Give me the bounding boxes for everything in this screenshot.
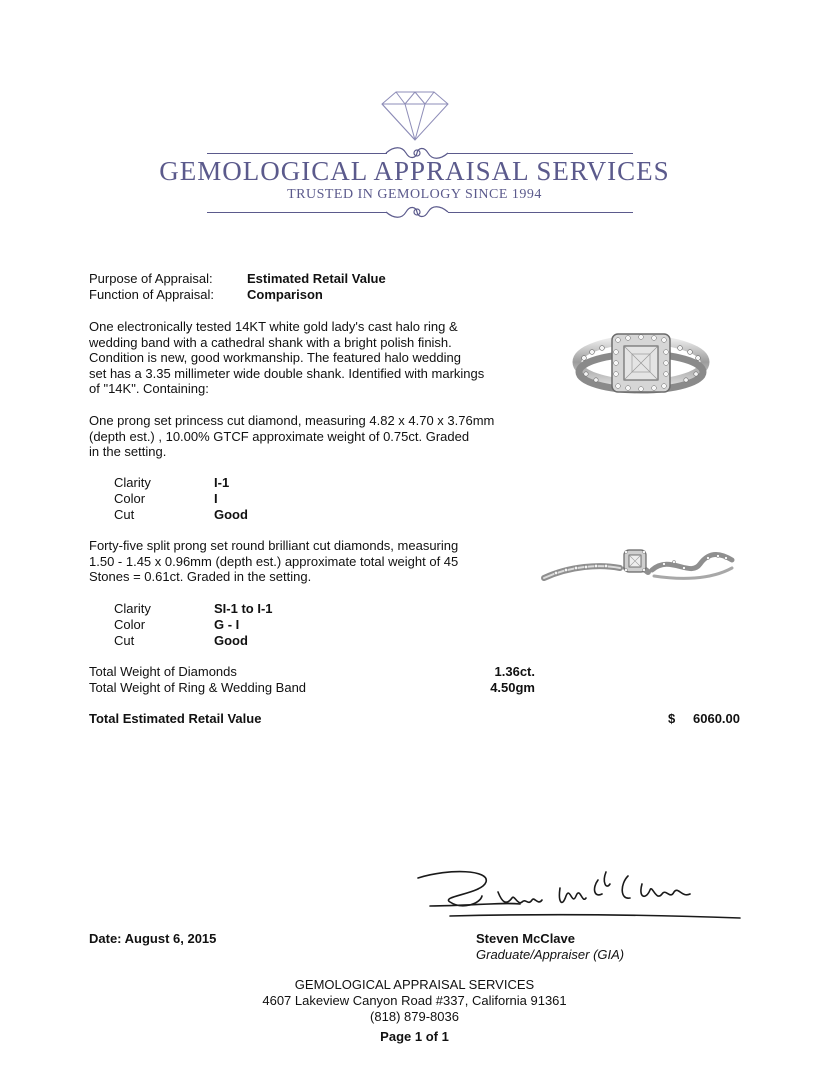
description-line: One electronically tested 14KT white gold lady's cast halo ring & (89, 319, 458, 334)
diamond-icon (378, 90, 452, 142)
ring-and-band-photo (540, 540, 736, 592)
header-rule-top-left (207, 153, 387, 154)
center-clarity-label: Clarity (114, 475, 151, 490)
side-color-value: G - I (214, 617, 240, 632)
total-retail-label: Total Estimated Retail Value (89, 711, 262, 726)
center-clarity-value: I-1 (214, 475, 230, 490)
center-stone-description (89, 413, 529, 460)
center-cut-value: Good (214, 507, 248, 522)
header-rule-top-right (448, 153, 633, 154)
company-title: GEMOLOGICAL APPRAISAL SERVICES (159, 156, 670, 186)
total-diamonds-label: Total Weight of Diamonds (89, 664, 237, 679)
appraisal-date: Date: August 6, 2015 (89, 931, 217, 946)
function-label: Function of Appraisal: (89, 287, 215, 302)
description-line: of "14K". Containing: (89, 381, 209, 396)
side-cut-value: Good (214, 633, 248, 648)
side-clarity-value: SI-1 to I-1 (214, 601, 273, 616)
center-color-label: Color (114, 491, 146, 506)
center-stone-line: (depth est.) , 10.00% GTCF approximate weight of 0.75ct. Graded (89, 428, 470, 444)
center-stone-line: One prong set princess cut diamond, measuring 4.82 x 4.70 x 3.76mm (89, 413, 495, 428)
total-diamonds-value: 1.36ct. (494, 664, 535, 679)
description-line: Condition is new, good workmanship. The featured halo wedding (89, 350, 461, 365)
header-rule-bottom-right (448, 212, 633, 213)
side-stones-line: Forty-five split prong set round brilliant cut diamonds, measuring (89, 538, 459, 553)
side-color-label: Color (114, 617, 146, 632)
halo-ring-set-photo (572, 322, 710, 402)
purpose-value: Estimated Retail Value (247, 271, 386, 286)
total-ring-weight-label: Total Weight of Ring & Wedding Band (89, 680, 307, 695)
total-retail-value: 6060.00 (693, 711, 740, 726)
appraiser-title: Graduate/Appraiser (GIA) (476, 947, 625, 962)
footer-company: GEMOLOGICAL APPRAISAL SERVICES (294, 977, 535, 992)
function-value: Comparison (247, 287, 323, 302)
purpose-label: Purpose of Appraisal: (89, 271, 213, 286)
item-description (89, 319, 529, 397)
flourish-bottom-icon (384, 203, 450, 221)
center-cut-label: Cut (114, 507, 135, 522)
side-stones-description (89, 538, 529, 585)
footer-phone: (818) 879-8036 (370, 1009, 459, 1024)
side-clarity-label: Clarity (114, 601, 151, 616)
side-stones-line: 1.50 - 1.45 x 0.96mm (depth est.) approximate total weight of 45 (89, 553, 459, 569)
side-cut-label: Cut (114, 633, 135, 648)
appraiser-name: Steven McClave (476, 931, 575, 946)
description-line: set has a 3.35 millimeter wide double shank. Identified with markings (89, 365, 485, 381)
footer-address: 4607 Lakeview Canyon Road #337, California 91361 (262, 993, 567, 1008)
company-tagline: TRUSTED IN GEMOLOGY SINCE 1994 (287, 187, 542, 202)
center-color-value: I (214, 491, 218, 506)
total-retail-currency: $ (668, 711, 676, 726)
description-line: wedding band with a cathedral shank with a bright polish finish. (89, 334, 452, 350)
header-rule-bottom-left (207, 212, 387, 213)
total-ring-weight-value: 4.50gm (490, 680, 535, 695)
center-stone-line: in the setting. (89, 444, 167, 459)
appraiser-signature (410, 862, 746, 926)
side-stones-line: Stones = 0.61ct. Graded in the setting. (89, 569, 312, 584)
page-number: Page 1 of 1 (380, 1029, 449, 1044)
